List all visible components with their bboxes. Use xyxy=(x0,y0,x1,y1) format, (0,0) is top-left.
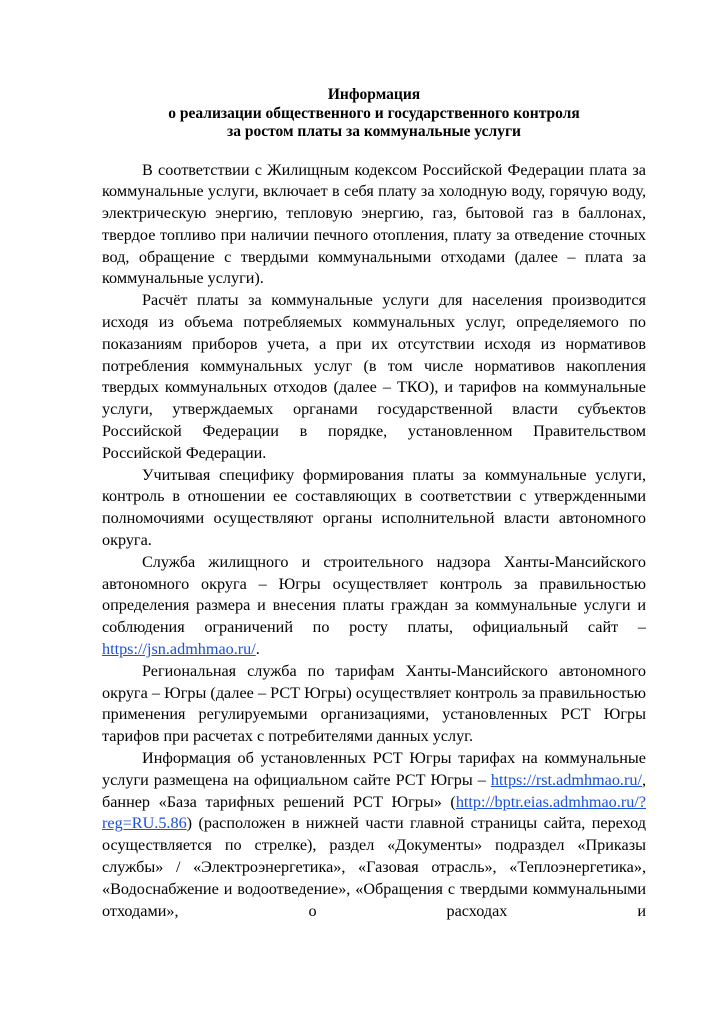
title-line-3: за ростом платы за коммунальные услуги xyxy=(227,123,521,140)
tariff-info-text-a: Информация об установленных РСТ Югры тарифах на коммунальные услуги размещена на официальном сайте РСТ Югры – xyxy=(102,749,646,789)
title-line-2: о реализации общественного и государственного контроля xyxy=(168,104,580,122)
paragraph-tariff-service: Региональная служба по тарифам Ханты-Мансийского автономного округа – Югры (далее – РСТ Югры) осуществляет контроль за правильностью применения регулируемыми организациями, установленных РСТ Югры тарифов при расчетах с потребителями данных услуг. xyxy=(102,661,646,746)
document-title xyxy=(102,86,646,142)
tariff-database-link[interactable]: http://bptr.eias.admhmao.ru/?reg=RU.5.86 xyxy=(102,792,646,833)
paragraph-control-authorities: Учитывая специфику формирования платы за коммунальные услуги, контроль в отношении ее составляющих в соответствии с утвержденными полномочиями осуществляют органы исполнительной власти автономного округа. xyxy=(102,465,646,550)
paragraph-housing-supervision xyxy=(102,552,646,661)
tariff-info-text-c: ) (расположен в нижней части главной страницы сайта, переход осуществляется по стрелке), раздел «Документы» подраздел «Приказы службы» / «Электроэнергетика», «Газовая отрасль», «Теплоэнергетика», «Водоснабжение и водоотведение», «Обращения с твердыми коммунальными отходами», о расходах и xyxy=(102,814,646,920)
paragraph-tariff-info xyxy=(102,748,646,922)
housing-supervision-text: Служба жилищного и строительного надзора Ханты-Мансийского автономного округа – Югры осуществляет контроль за правильностью определения размера и внесения платы граждан за коммунальные услуги и соблюдения ограничений по росту платы, официальный сайт – xyxy=(102,552,646,637)
jsn-site-link[interactable]: https://jsn.admhmao.ru/ xyxy=(102,640,256,659)
rst-site-link[interactable]: https://rst.admhmao.ru/ xyxy=(490,770,642,789)
tariff-info-text-b: , баннер «База тарифных решений РСТ Югры» ( xyxy=(102,770,646,811)
paragraph-fee-calculation: Расчёт платы за коммунальные услуги для населения производится исходя из объема потребляемых коммунальных услуг, определяемого по показаниям приборов учета, а при их отсутствии исходя из нормативов потребления коммунальных услуг (в том числе нормативов накопления твердых коммунальных отходов (далее – ТКО), и тарифов на коммунальные услуги, утверждаемых органами государственной власти субъектов Российской Федерации в порядке, установленном Правительством Российской Федерации. xyxy=(102,291,646,462)
title-line-1: Информация xyxy=(327,86,421,103)
housing-supervision-end: . xyxy=(255,640,260,659)
paragraph-utility-fee-definition: В соответствии с Жилищным кодексом Российской Федерации плата за коммунальные услуги, включает в себя плату за холодную воду, горячую воду, электрическую энергию, тепловую энергию, газ, бытовой газ в баллонах, твердое топливо при наличии печного отопления, плату за отведение сточных вод, обращение с твердыми коммунальными отходами (далее – плата за коммунальные услуги). xyxy=(102,160,646,288)
